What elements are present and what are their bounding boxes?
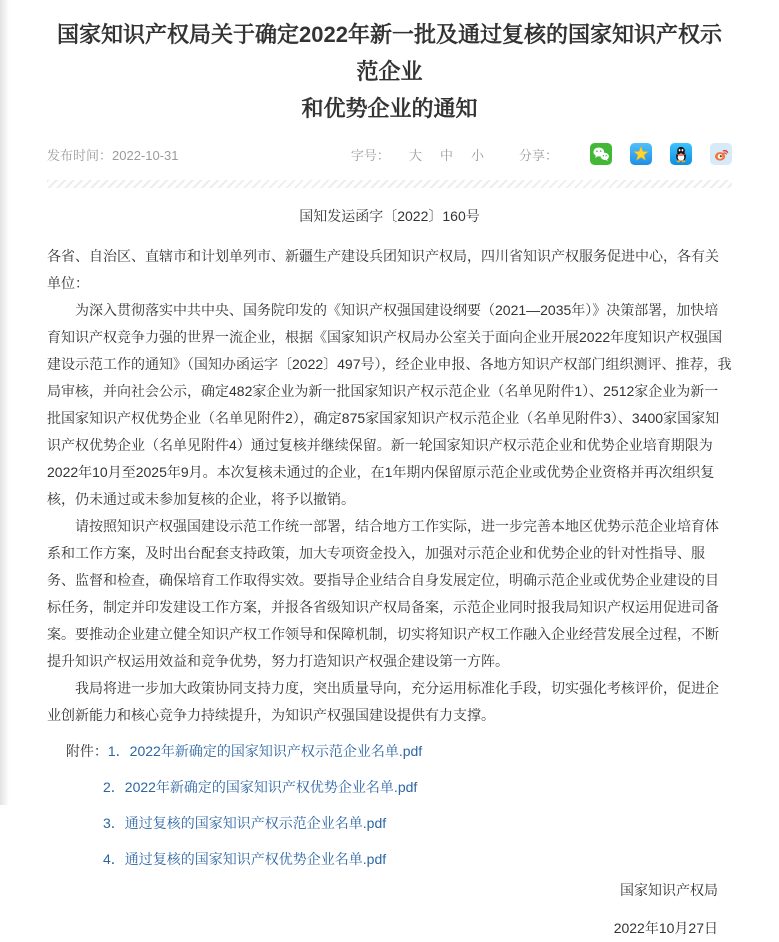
attachment-row	[47, 738, 732, 765]
weibo-share-icon[interactable]	[710, 143, 732, 165]
hatched-divider	[47, 180, 732, 188]
fontsize-small-button[interactable]: 小	[470, 147, 484, 163]
signature-block	[47, 877, 732, 942]
signature-date: 2022年10月27日	[613, 920, 718, 936]
fontsize-medium-button[interactable]: 中	[439, 147, 453, 163]
signature-agency: 国家知识产权局	[620, 882, 718, 898]
page-header	[47, 16, 732, 188]
attachments-section	[47, 738, 732, 873]
attachment-link-1[interactable]: 1．2022年新确定的国家知识产权示范企业名单.pdf	[107, 743, 423, 759]
attachment-row	[47, 810, 732, 837]
meta-row	[47, 142, 732, 166]
paragraph-1: 为深入贯彻落实中共中央、国务院印发的《知识产权强国建设纲要（2021—2035年）》决策部署，加快培育知识产权竞争力强的世界一流企业，根据《国家知识产权局办公室关于面向企业开展2022年度知识产权强国建设示范工作的通知》（国知办函运字〔2022〕497号），经企业申报、各地方知识产权部门组织测评、推荐，我局审核，并向社会公示，确定482家企业为新一批国家知识产权示范企业（名单见附件1）、2512家企业为新一批国家知识产权优势企业（名单见附件2），确定875家国家知识产权示范企业（名单见附件3）、3400家国家知识产权优势企业（名单见附件4）通过复核并继续保留。新一轮国家知识产权示范企业和优势企业培育期限为2022年10月至2025年9月。本次复核未通过的企业，在1年期内保留原示范企业或优势企业资格并再次组织复核，仍未通过或未参加复核的企业，将予以撤销。	[47, 302, 732, 507]
qq-share-icon[interactable]	[670, 143, 692, 165]
share-label: 分享：	[518, 147, 558, 163]
attachment-link-2[interactable]: 2．2022年新确定的国家知识产权优势企业名单.pdf	[103, 779, 418, 795]
document-body	[47, 203, 732, 942]
page-title	[47, 16, 732, 127]
publish-time-label: 发布时间：	[47, 147, 113, 163]
qzone-share-icon[interactable]	[630, 143, 652, 165]
fontsize-controls	[351, 145, 493, 164]
fontsize-label: 字号：	[350, 147, 390, 163]
fontsize-large-button[interactable]: 大	[408, 147, 422, 163]
publish-time-value: 2022-10-31	[112, 147, 179, 163]
meta-controls	[351, 143, 732, 165]
wechat-share-icon[interactable]	[590, 143, 612, 165]
share-controls	[519, 143, 732, 165]
page-title-line2: 和优势企业的通知	[301, 96, 478, 121]
paragraph-3: 我局将进一步加大政策协同支持力度，突出质量导向，充分运用标准化手段，切实强化考核评价，促进企业创新能力和核心竞争力持续提升，为知识产权强国建设提供有力支撑。	[47, 680, 719, 723]
attachment-row	[47, 846, 732, 873]
attachments-label: 附件：	[65, 743, 108, 759]
publish-time	[47, 145, 179, 164]
attachment-link-3[interactable]: 3．通过复核的国家知识产权示范企业名单.pdf	[103, 815, 387, 831]
attachment-link-4[interactable]: 4．通过复核的国家知识产权优势企业名单.pdf	[103, 851, 387, 867]
attachment-row	[47, 774, 732, 801]
recipient-line: 各省、自治区、直辖市和计划单列市、新疆生产建设兵团知识产权局，四川省知识产权服务促进中心，各有关单位：	[47, 248, 719, 291]
paragraph-2: 请按照知识产权强国建设示范工作统一部署，结合地方工作实际，进一步完善本地区优势示范企业培育体系和工作方案，及时出台配套支持政策，加大专项资金投入，加强对示范企业和优势企业的针对性指导、服务、监督和检查，确保培育工作取得实效。要指导企业结合自身发展定位，明确示范企业或优势企业建设的目标任务，制定并印发建设工作方案，并报各省级知识产权局备案，示范企业同时报我局知识产权运用促进司备案。要推动企业建立健全知识产权工作领导和保障机制，切实将知识产权工作融入企业经营发展全过程，不断提升知识产权运用效益和竞争优势，努力打造知识产权强企建设第一方阵。	[47, 518, 719, 669]
page-title-line1: 国家知识产权局关于确定2022年新一批及通过复核的国家知识产权示范企业	[57, 22, 722, 84]
document-number: 国知发运函字〔2022〕160号	[299, 208, 480, 224]
